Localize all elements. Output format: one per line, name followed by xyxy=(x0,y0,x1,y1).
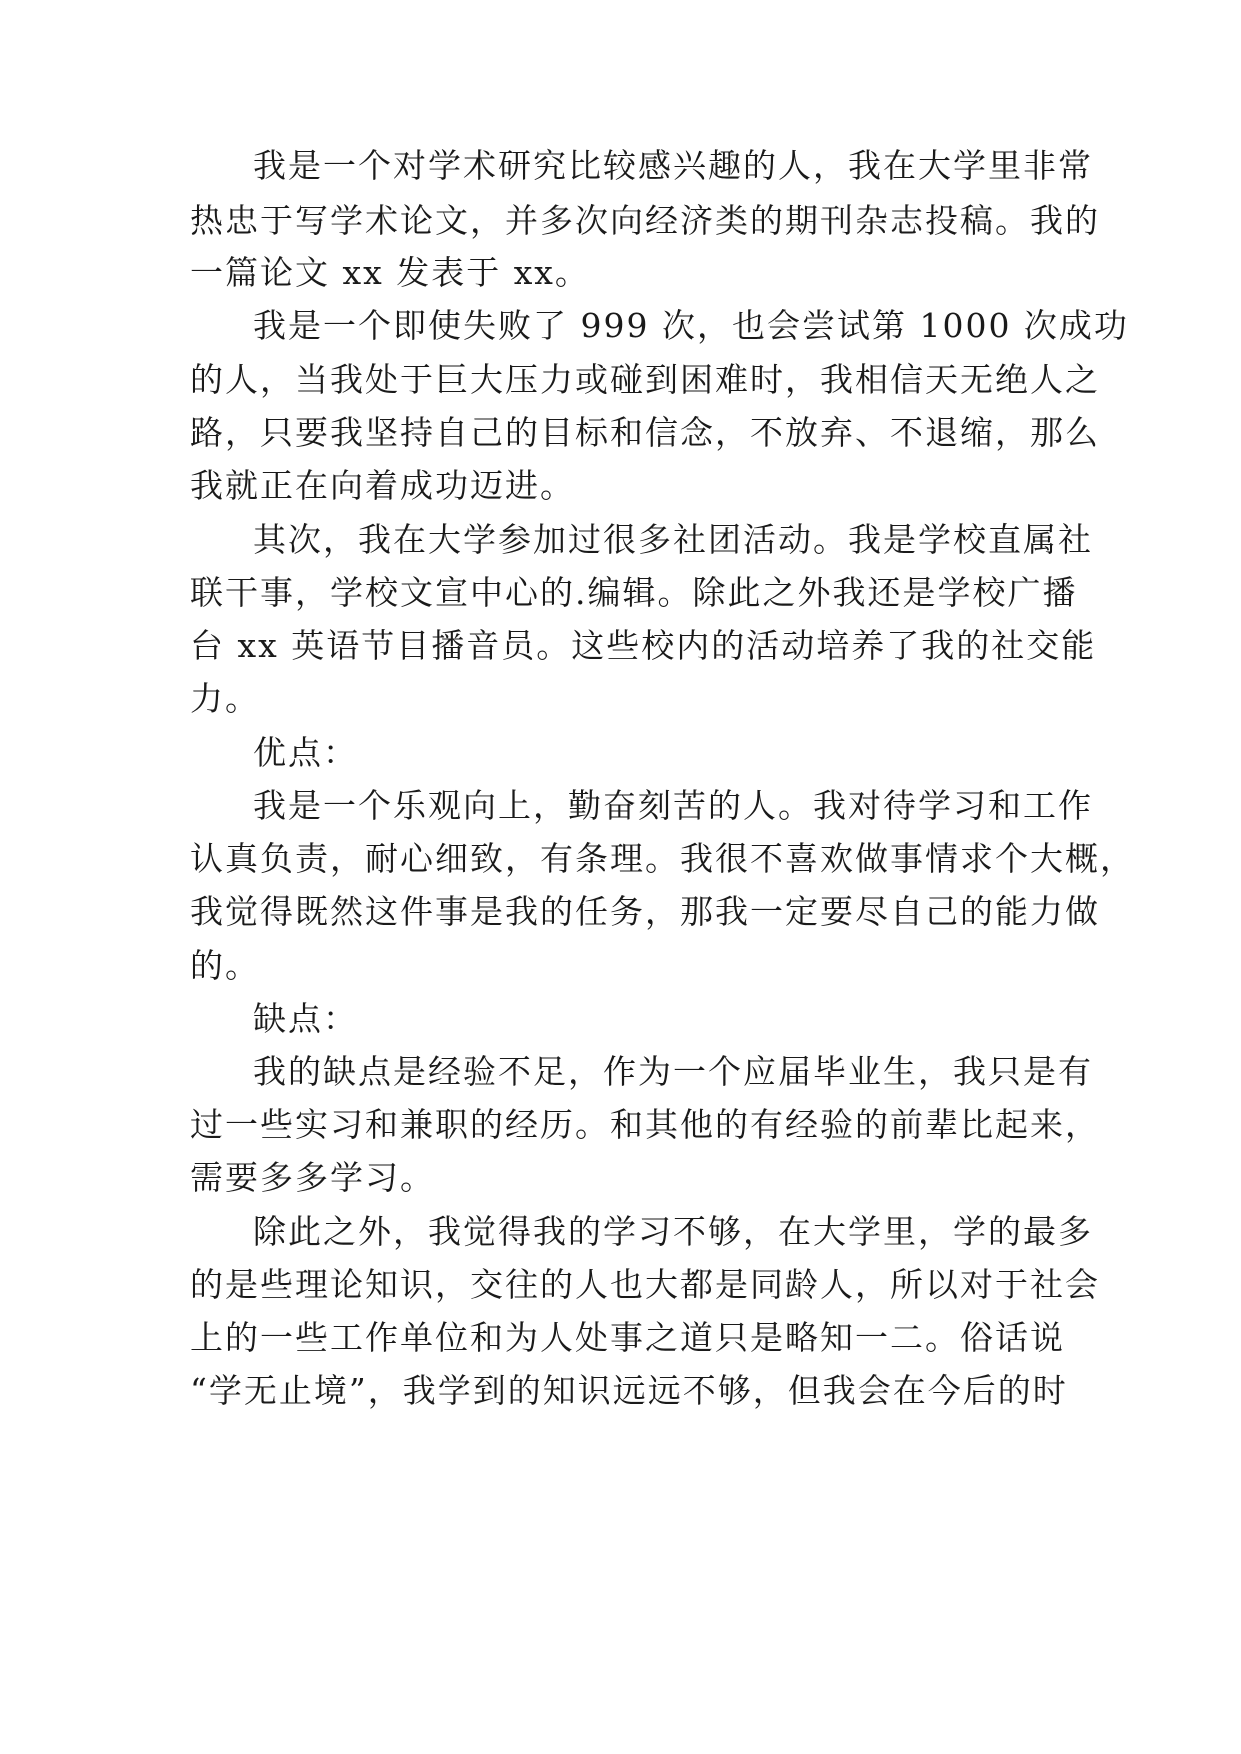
text-line xyxy=(0,1095,1241,1155)
text-line xyxy=(0,1202,1241,1262)
paragraph-line: 路，只要我坚持自己的目标和信念，不放弃、不退缩，那么 xyxy=(190,413,1100,452)
section-heading xyxy=(0,989,1241,1049)
text-line xyxy=(0,350,1241,410)
text-line xyxy=(0,243,1241,303)
paragraph-first-line: 我是一个乐观向上，勤奋刻苦的人。我对待学习和工作 xyxy=(253,786,1093,825)
text-line xyxy=(0,669,1241,729)
text-line xyxy=(0,882,1241,942)
text-line xyxy=(0,1361,1241,1421)
heading-strengths: 优点： xyxy=(253,733,358,772)
paragraph-line: 上的一些工作单位和为人处事之道只是略知一二。俗话说 xyxy=(190,1318,1065,1357)
text-line xyxy=(0,776,1241,836)
text-line xyxy=(0,563,1241,623)
text-line xyxy=(0,1255,1241,1315)
text-line xyxy=(0,829,1241,889)
text-line xyxy=(0,456,1241,516)
paragraph-line: 的是些理论知识，交往的人也大都是同龄人，所以对于社会 xyxy=(190,1265,1100,1304)
paragraph-line: 联干事，学校文宣中心的.编辑。除此之外我还是学校广播 xyxy=(190,573,1078,612)
text-line xyxy=(0,403,1241,463)
paragraph-line: 台 xx 英语节目播音员。这些校内的活动培养了我的社交能 xyxy=(190,626,1097,665)
paragraph-line: 力。 xyxy=(190,679,260,718)
text-line xyxy=(0,1148,1241,1208)
heading-weaknesses: 缺点： xyxy=(253,999,358,1038)
paragraph-first-line: 我是一个即使失败了 999 次，也会尝试第 1000 次成功 xyxy=(253,306,1129,345)
text-line xyxy=(0,1042,1241,1102)
paragraph-first-line: 我的缺点是经验不足，作为一个应届毕业生，我只是有 xyxy=(253,1052,1093,1091)
paragraph-line: 的人，当我处于巨大压力或碰到困难时，我相信天无绝人之 xyxy=(190,360,1100,399)
text-line xyxy=(0,136,1241,196)
paragraph-line: “学无止境”，我学到的知识远远不够，但我会在今后的时 xyxy=(190,1371,1068,1410)
paragraph-first-line: 我是一个对学术研究比较感兴趣的人，我在大学里非常 xyxy=(253,146,1093,185)
paragraph-line: 需要多多学习。 xyxy=(190,1158,435,1197)
text-line xyxy=(0,616,1241,676)
text-line xyxy=(0,296,1241,356)
paragraph-first-line: 其次，我在大学参加过很多社团活动。我是学校直属社 xyxy=(253,520,1093,559)
paragraph-line: 过一些实习和兼职的经历。和其他的有经验的前辈比起来， xyxy=(190,1105,1100,1144)
paragraph-line: 一篇论文 xx 发表于 xx。 xyxy=(190,253,590,292)
paragraph-line: 热忠于写学术论文，并多次向经济类的期刊杂志投稿。我的 xyxy=(190,201,1100,240)
text-line xyxy=(0,191,1241,251)
paragraph-line: 我觉得既然这件事是我的任务，那我一定要尽自己的能力做 xyxy=(190,892,1100,931)
text-line xyxy=(0,936,1241,996)
paragraph-first-line: 除此之外，我觉得我的学习不够，在大学里，学的最多 xyxy=(253,1212,1093,1251)
text-line xyxy=(0,1308,1241,1368)
paragraph-line: 的。 xyxy=(190,946,260,985)
paragraph-line: 我就正在向着成功迈进。 xyxy=(190,466,575,505)
paragraph-line: 认真负责，耐心细致，有条理。我很不喜欢做事情求个大概， xyxy=(190,839,1135,878)
text-line xyxy=(0,510,1241,570)
section-heading xyxy=(0,723,1241,783)
